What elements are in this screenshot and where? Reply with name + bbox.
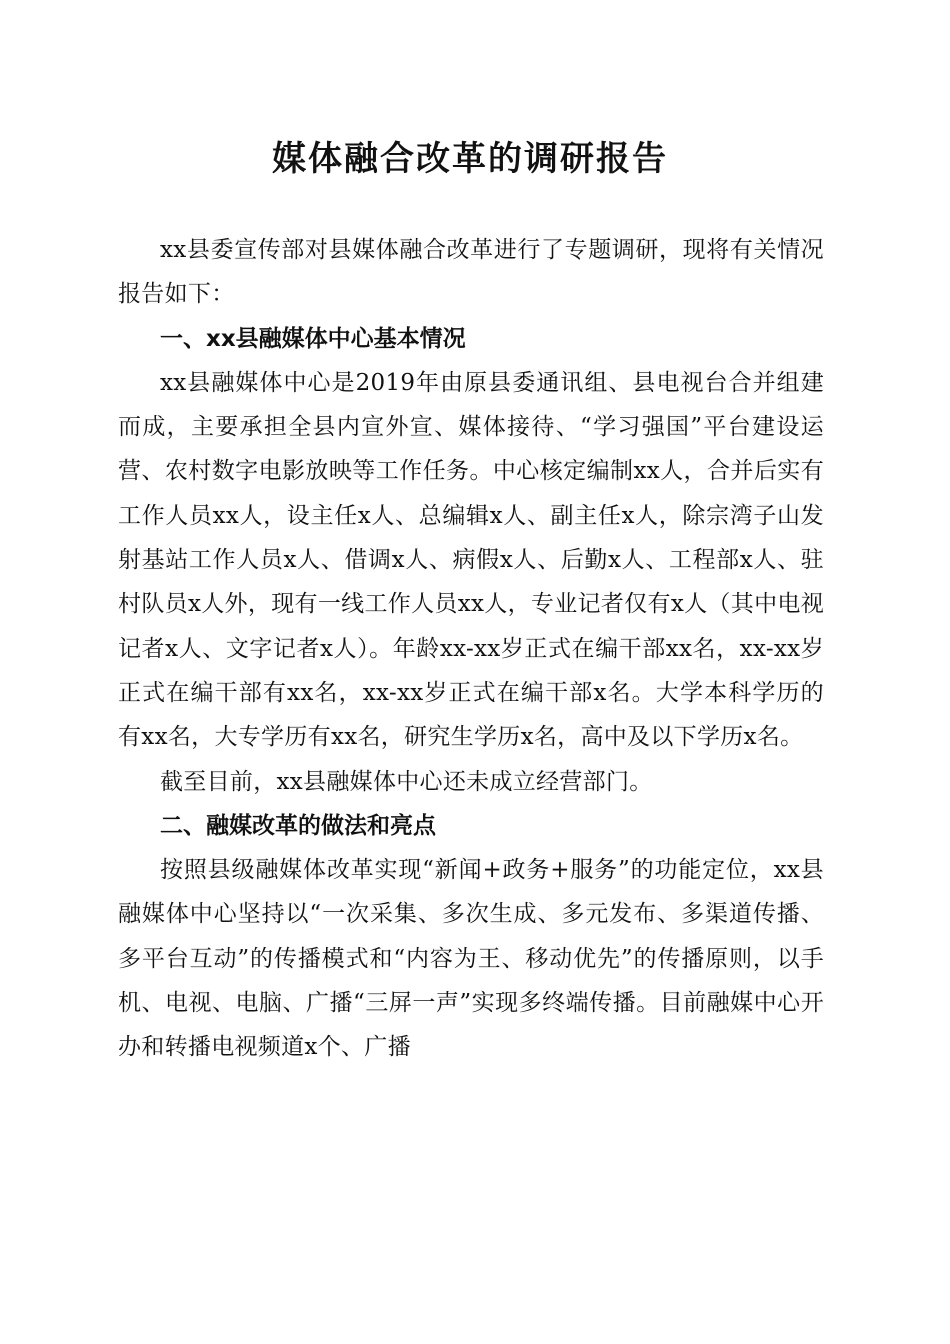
section-1-paragraph-2: 截至目前，xx县融媒体中心还未成立经营部门。 xyxy=(160,768,653,795)
section-2-heading: 二、融媒改革的做法和亮点 xyxy=(160,812,436,839)
section-1-paragraph-1: xx县融媒体中心是2019年由原县委通讯组、县电视台合并组建而成，主要承担全县内宣外宣、媒体接待、“学习强国”平台建设运营、农村数字电影放映等工作任务。中心核定编制xx人，合并后实有工作人员xx人，设主任x人、总编辑x人、副主任x人，除宗湾子山发射基站工作人员x人、借调x人、病假x人、后勤x人、工程部x人、驻村队员x人外，现有一线工作人员xx人，专业记者仅有x人（其中电视记者x人、文字记者x人）。年龄xx-xx岁正式在编干部xx名，xx-xx岁正式在编干部有xx名，xx-xx岁正式在编干部x名。大学本科学历的有xx名，大专学历有xx名，研究生学历x名，高中及以下学历x名。 xyxy=(118,369,824,751)
intro-paragraph: xx县委宣传部对县媒体融合改革进行了专题调研，现将有关情况报告如下： xyxy=(118,237,824,308)
document-body xyxy=(118,228,824,1070)
section-1-heading: 一、xx县融媒体中心基本情况 xyxy=(160,325,466,352)
document-title: 媒体融合改革的调研报告 xyxy=(272,139,668,179)
section-2-paragraph-1: 按照县级融媒体改革实现“新闻+政务+服务”的功能定位，xx县融媒体中心坚持以“一次采集、多次生成、多元发布、多渠道传播、多平台互动”的传播模式和“内容为王、移动优先”的传播原则，以手机、电视、电脑、广播“三屏一声”实现多终端传播。目前融媒中心开办和转播电视频道x个、广播 xyxy=(118,857,824,1061)
